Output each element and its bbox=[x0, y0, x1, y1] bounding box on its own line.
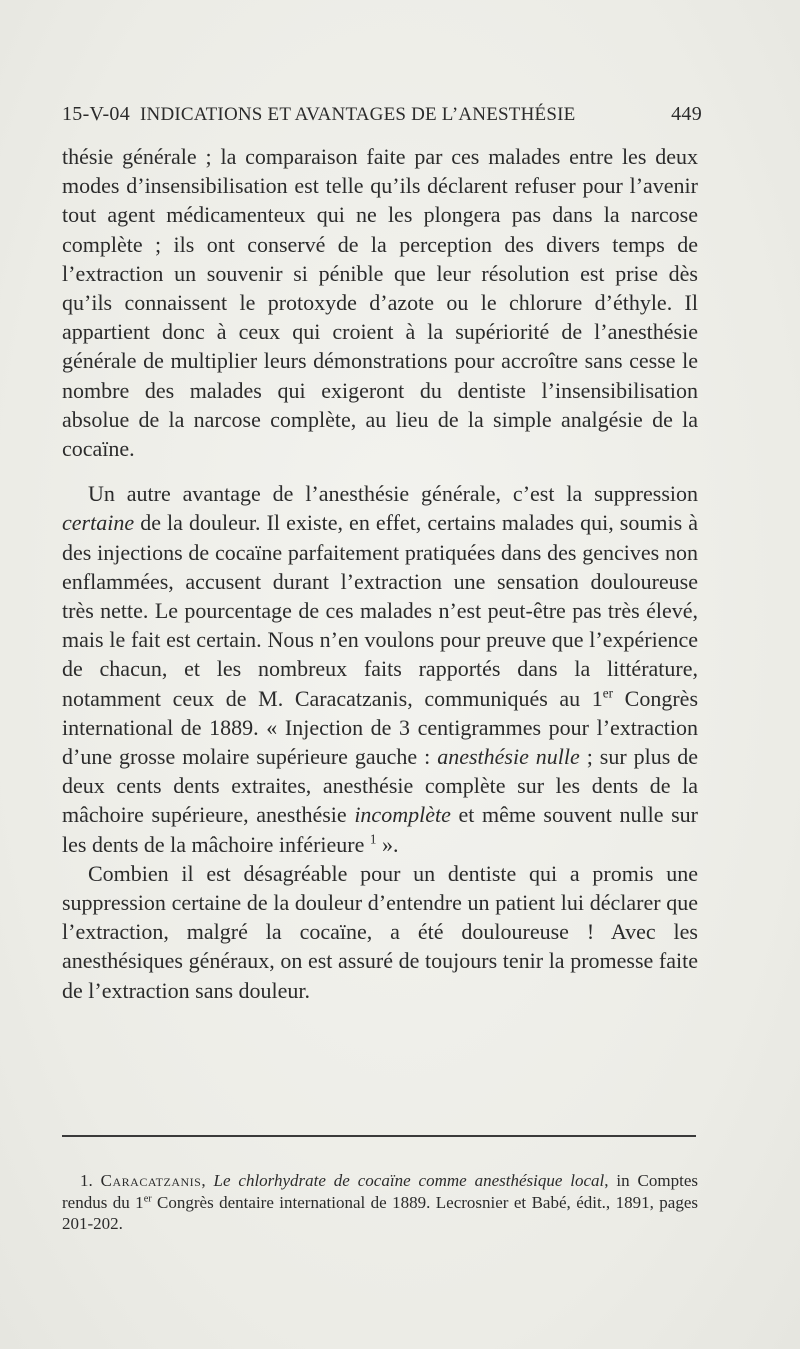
footnote-rule bbox=[62, 1135, 696, 1137]
text-run: 1. bbox=[80, 1171, 101, 1190]
text-run: Combien il est désagréable pour un dentiste qui a promis une suppression certaine de la douleur d’entendre un patient lui déclarer que l’extraction, malgré la cocaïne, a été douloureuse ! Avec les anesthésiques généraux, on est assuré de toujours tenir la promesse faite de l’extraction sans douleur. bbox=[62, 860, 698, 1003]
running-title: INDICATIONS ET AVANTAGES DE L’ANESTHÉSIE bbox=[140, 104, 576, 125]
text-run: de la douleur. Il existe, en effet, certains malades qui, soumis à des injections de cocaïne parfaitement pratiquées dans des gencives non enflammées, accusent durant l’extraction une sensation douloureuse très nette. Le pourcentage de ces malades n’est peut-être pas très élevé, mais le fait est certain. Nous n’en voulons pour preuve que l’expérience de chacun, et les nombreux faits rapportés dans la littérature, notamment ceux de M. Caracatzanis, communiqués au 1 bbox=[62, 510, 698, 711]
page-number: 449 bbox=[671, 103, 702, 125]
text-run: Un autre avantage de l’anesthésie générale, c’est la suppression bbox=[88, 481, 698, 507]
paragraph-1 bbox=[62, 142, 698, 463]
body-text bbox=[62, 142, 698, 1005]
header-date-code: 15-V-04 bbox=[62, 103, 131, 125]
superscript: 1 bbox=[369, 831, 377, 847]
running-header bbox=[62, 103, 702, 126]
text-run: ». bbox=[376, 831, 399, 857]
text-run: , bbox=[201, 1171, 214, 1190]
superscript: er bbox=[143, 1192, 152, 1204]
text-run: et même souvent nulle sur les dents de la mâchoire inférieure bbox=[62, 802, 699, 857]
superscript: er bbox=[602, 685, 614, 701]
paragraph-2 bbox=[62, 479, 698, 859]
text-run: ; sur plus de deux cents dents extraites, anesthésie complète sur les dents de la mâchoire supérieure, anesthésie bbox=[62, 744, 698, 828]
italic-text: certaine bbox=[62, 510, 135, 536]
italic-text: incomplète bbox=[354, 802, 451, 828]
italic-text: anesthésie nulle bbox=[437, 744, 580, 770]
paragraph-3 bbox=[62, 859, 698, 1005]
text-run: , in Comptes rendus du 1 bbox=[62, 1171, 699, 1212]
author-name: Caracatzanis bbox=[100, 1171, 202, 1190]
text-run: Congrès international de 1889. « Injection de 3 centigrammes pour l’extraction d’une grosse molaire supérieure gauche : bbox=[62, 685, 698, 770]
text-run: thésie générale ; la comparaison faite par ces malades entre les deux modes d’insensibilisation est telle qu’ils déclarent refuser pour l’avenir tout agent médicamenteux qui ne les plongera pas dans la narcose complète ; ils ont conservé de la perception des divers temps de l’extraction un souvenir si pénible que leur résolution est prise dès qu’ils connaissent le protoxyde d’azote ou le chlorure d’éthyle. Il appartient donc à ceux qui croient à la supériorité de l’anesthésie générale de multiplier leurs démonstrations pour accroître sans cesse le nombre des malades qui exigeront du dentiste l’insensibilisation absolue de la narcose complète, au lieu de la simple analgésie de la cocaïne. bbox=[62, 144, 698, 462]
italic-text: Le chlorhydrate de cocaïne comme anesthésique local bbox=[213, 1171, 605, 1190]
footnote bbox=[62, 1170, 698, 1235]
text-run: Congrès dentaire international de 1889. Lecrosnier et Babé, édit., 1891, pages 201-202. bbox=[62, 1192, 698, 1233]
